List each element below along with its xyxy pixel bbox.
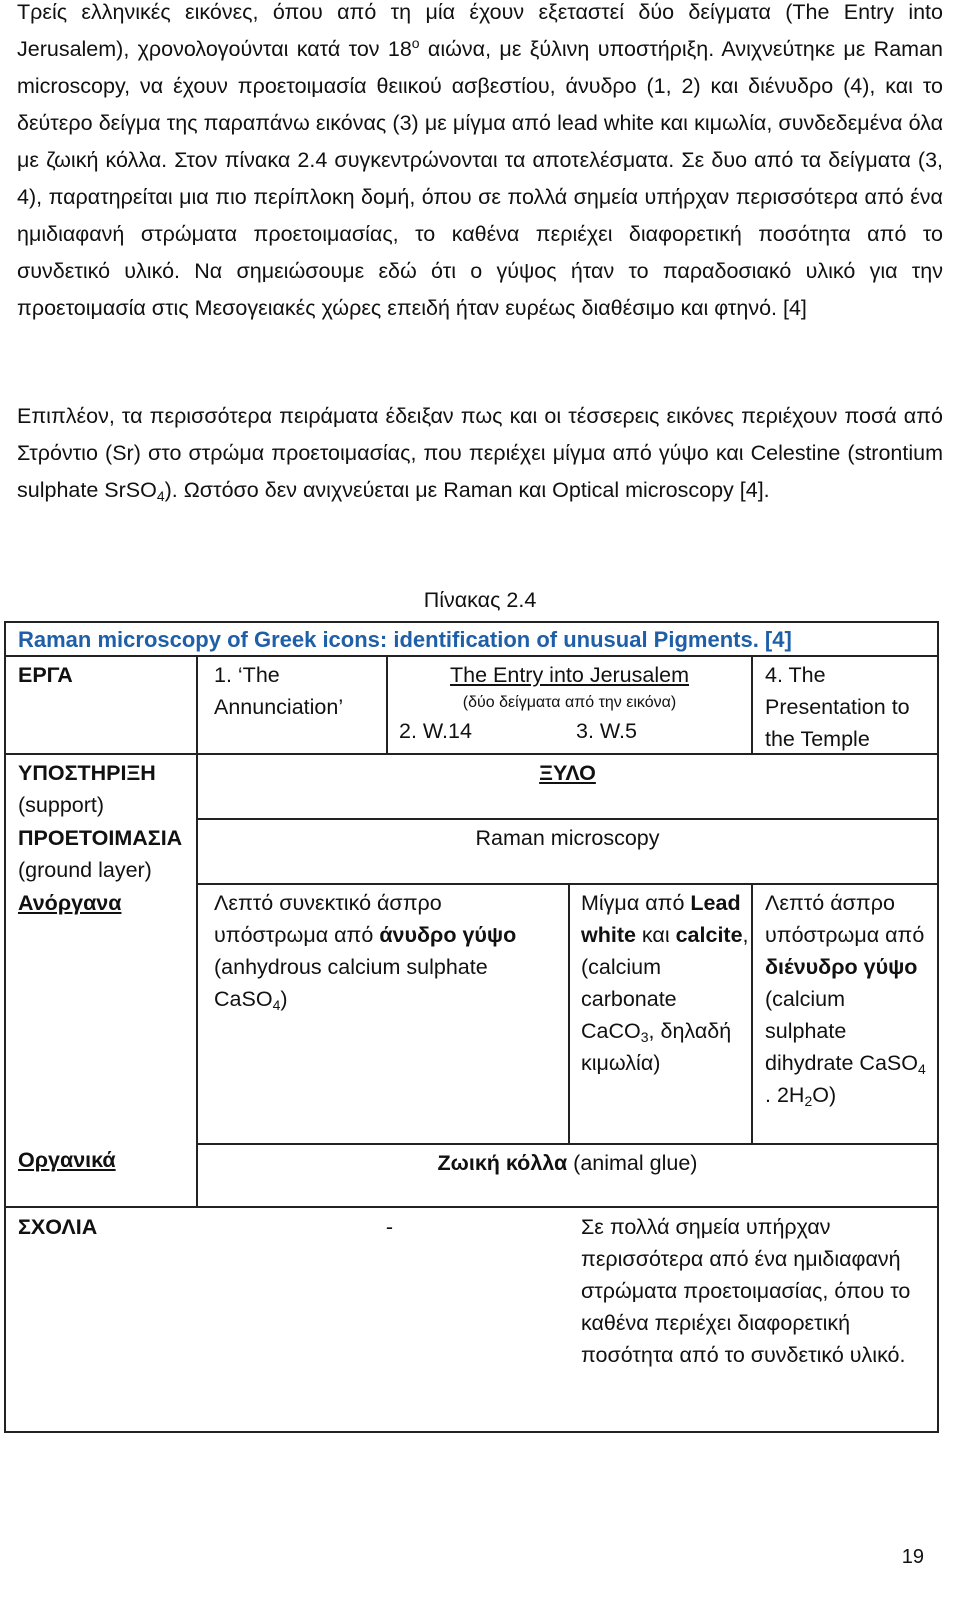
page-number: 19 — [901, 1546, 924, 1568]
comments-col-2: Σε πολλά σημεία υπήρχαν περισσότερα από ένα ημιδιαφανή στρώματα προετοιμασίας, όπου το καθένα περιέχει διαφορετική ποσότητα από το συνδετικό υλικό. — [581, 1215, 911, 1367]
inorganic-col-3: Λεπτό άσπρο υπόστρωμα από διένυδρο γύψο (calcium sulphate dihydrate CaSO$_4$ . $2H_2O$) — [765, 891, 926, 1109]
table-title: Raman microscopy of Greek icons: identification of unusual Pigments. [4] — [18, 627, 792, 652]
superscript-o: ο — [411, 35, 420, 51]
work-entry-note: (δύο δείγματα από την εικόνα) — [462, 694, 677, 711]
comments-col-1: - — [385, 1215, 394, 1239]
work-3: 3. W.5 — [576, 719, 637, 743]
label-ground: ΠΡΟΕΤΟΙΜΑΣΙΑ — [18, 826, 183, 850]
work-2: 2. W.14 — [399, 719, 472, 743]
paragraph-2-text-a: Επιπλέον, τα περισσότερα πειράματα έδειξαν πως και οι τέσσερεις εικόνες περιέχουν ποσά από Στρόντιο (Sr) στο στρώμα προετοιμασίας, που περιέχει μίγμα από γύψο και Celestine (strontium sulphate SrSO — [17, 404, 943, 502]
paragraph-2 — [17, 398, 943, 509]
paragraph-1-text-b: αιώνα, με ξύλινη υποστήριξη. Ανιχνεύτηκε με Raman microscopy, να έχουν προετοιμασία θειικού ασβεστίου, άνυδρο (1, 2) και διένυδρο (4), και το δεύτερο δείγμα της παραπάνω εικόνας (3) με μίγμα από lead white και κιμωλία, συνδεδεμένα όλα με ζωική κόλλα. Στον πίνακα 2.4 συγκεντρώνονται τα αποτελέσματα. Σε δυο από τα δείγματα (3, 4), παρατηρείται μια πιο περίπλοκη δομή, όπου σε πολλά σημεία υπήρχαν περισσότερα από ένα ημιδιαφανή στρώματα προετοιμασίας, το καθένα περιέχει διαφορετική ποσότητα από το συνδετικό υλικό. Να σημειώσουμε εδώ ότι ο γύψος ήταν το παραδοσιακό υλικό για την προετοιμασία στις Μεσογειακές χώρες επειδή ήταν ευρέως διαθέσιμο και φτηνό. [4] — [17, 37, 943, 320]
paragraph-2-text-b: ). Ωστόσο δεν ανιχνεύεται με Raman και Optical microscopy [4]. — [164, 478, 770, 502]
organic-value: Ζωική κόλλα (animal glue) — [437, 1151, 698, 1175]
paragraph-1-text-a: Τρείς ελληνικές εικόνες, όπου από τη μία έχουν εξεταστεί δύο δείγματα (The Entry into Jerusalem), χρονολογούνται κατά τον 18 — [17, 0, 943, 61]
support-value: ΞΥΛΟ — [539, 761, 596, 785]
ground-value: Raman microscopy — [475, 826, 660, 850]
label-inorganic: Ανόργανα — [18, 891, 122, 915]
inorganic-col-1: Λεπτό συνεκτικό άσπρο υπόστρωμα από άνυδρο γύψο (anhydrous calcium sulphate CaSO$_4$) — [214, 891, 517, 1013]
label-comments: ΣΧΟΛΙΑ — [18, 1215, 98, 1239]
subscript-4: 4 — [156, 488, 165, 504]
label-support: ΥΠΟΣΤΗΡΙΞΗ — [18, 761, 156, 785]
inorganic-col-2: Μίγμα από Lead white και calcite, (calcium carbonate CaCO$_3$, δηλαδή κιμωλία) — [581, 891, 749, 1075]
label-support-en: (support) — [18, 793, 105, 817]
results-table — [4, 621, 939, 1433]
label-works: ΕΡΓΑ — [18, 663, 73, 687]
table-caption: Πίνακας 2.4 — [423, 588, 537, 612]
work-entry-title: The Entry into Jerusalem — [450, 663, 689, 687]
label-ground-en: (ground layer) — [18, 858, 152, 882]
paragraph-1 — [17, 0, 943, 327]
work-1: 1. ‘The Annunciation’ — [214, 663, 344, 719]
label-organic: Οργανικά — [18, 1148, 116, 1172]
work-4: 4. The Presentation to the Temple — [765, 663, 910, 751]
